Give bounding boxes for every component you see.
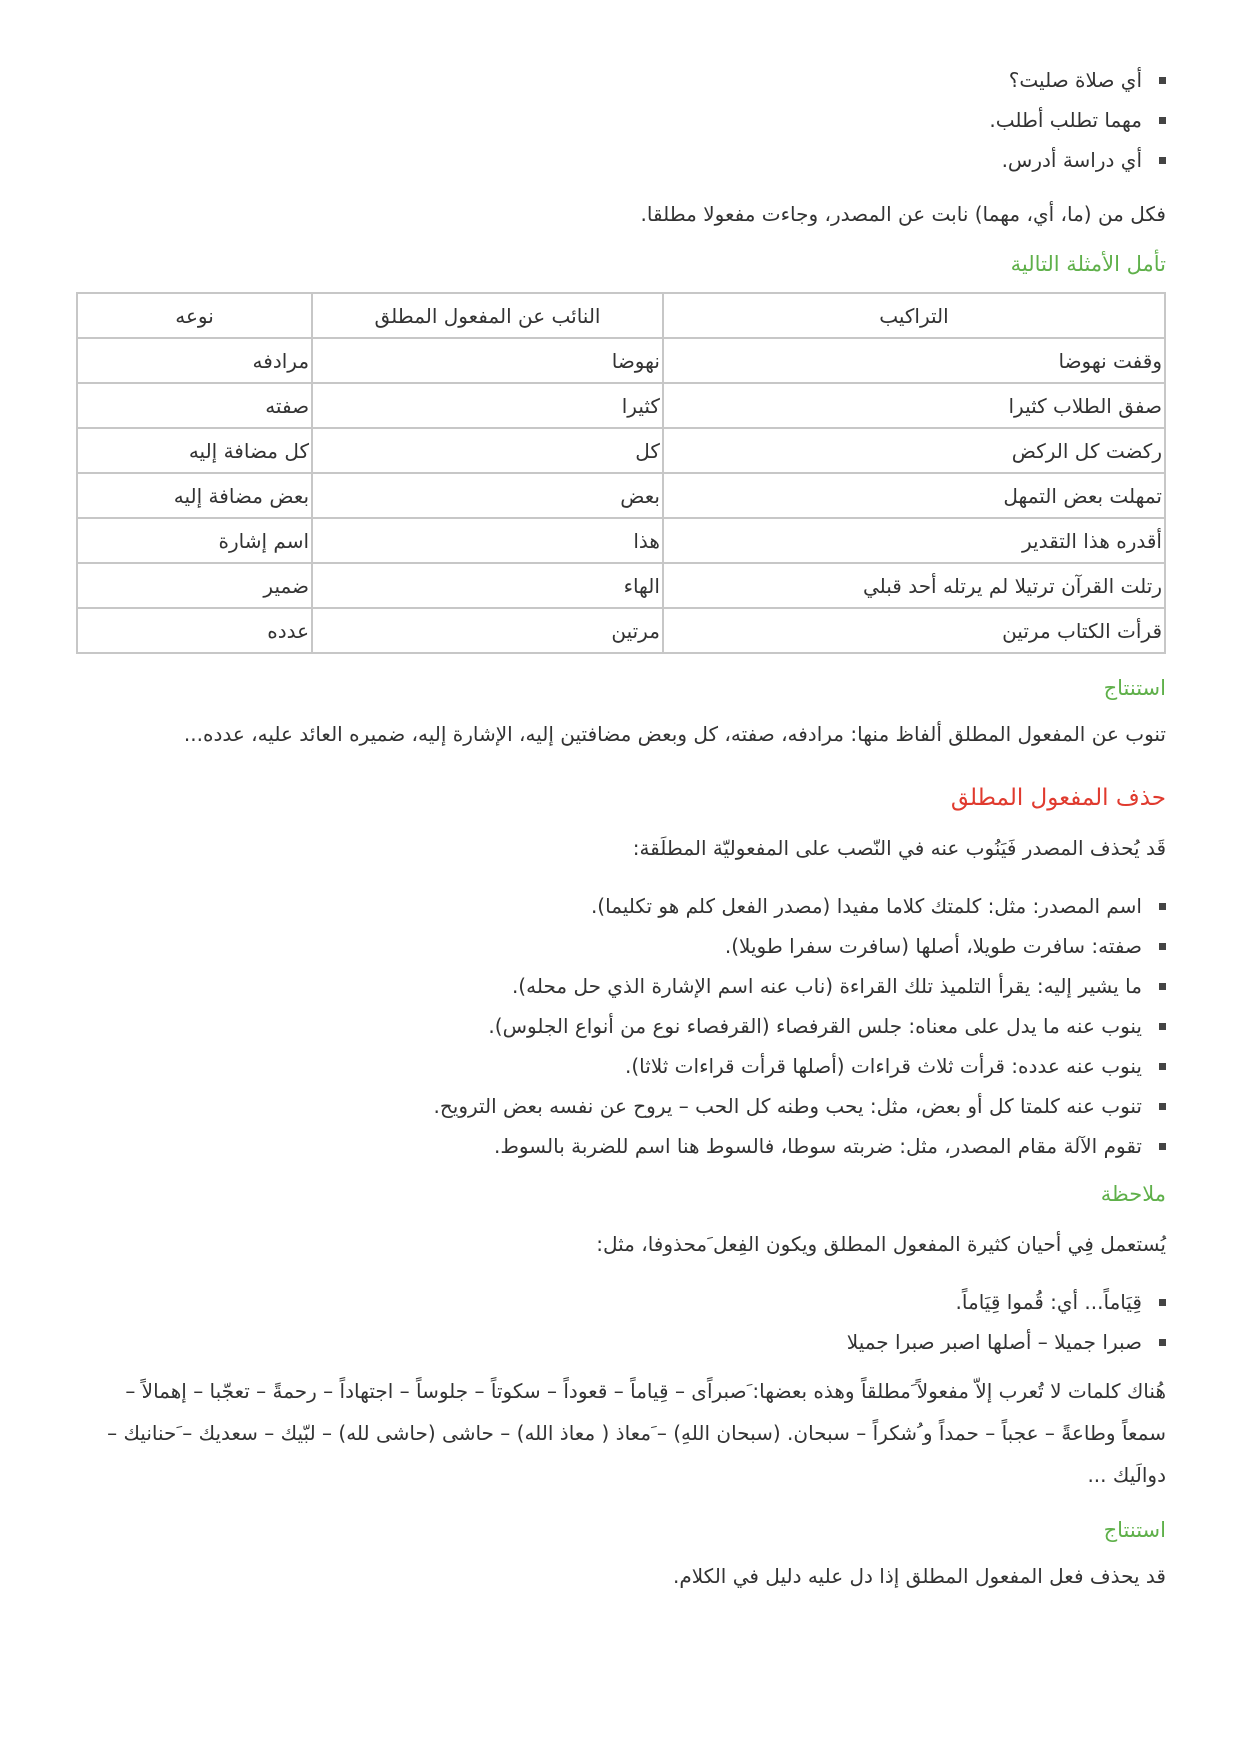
list-item: صبرا جميلا – أصلها اصبر صبرا جميلا	[76, 1322, 1142, 1362]
intro-paragraph: فكل من (ما، أي، مهما) نابت عن المصدر، وجاءت مفعولا مطلقا.	[640, 202, 1166, 226]
table-row	[77, 563, 1165, 608]
table-cell: مرتين	[312, 608, 663, 653]
conclusion-heading: استنتاج	[1103, 676, 1166, 700]
column-header: النائب عن المفعول المطلق	[312, 293, 663, 338]
top-examples-list	[76, 60, 1166, 180]
table-cell: بعض مضافة إليه	[77, 473, 312, 518]
table-cell: وقفت نهوضا	[663, 338, 1165, 383]
list-item: مهما تطلب أطلب.	[76, 100, 1142, 140]
list-item: قِيَاماً... أي: قُموا قِيَاماً.	[76, 1282, 1142, 1322]
table-cell: الهاء	[312, 563, 663, 608]
table-cell: صفق الطلاب كثيرا	[663, 383, 1165, 428]
list-item: صفته: سافرت طويلا، أصلها (سافرت سفرا طويلا).	[76, 926, 1142, 966]
note-intro: يُستعمل فِي أحيان كثيرة المفعول المطلق ويكون الفِعل َمحذوفا، مثل:	[596, 1232, 1166, 1256]
table-header-row	[77, 293, 1165, 338]
column-header: نوعه	[77, 293, 312, 338]
list-item: ينوب عنه عدده: قرأت ثلاث قراءات (أصلها قرأت قراءات ثلاثا).	[76, 1046, 1142, 1086]
list-item: أي صلاة صليت؟	[76, 60, 1142, 100]
note-list	[76, 1282, 1166, 1362]
table-cell: كثيرا	[312, 383, 663, 428]
table-cell: عدده	[77, 608, 312, 653]
list-item: ينوب عنه ما يدل على معناه: جلس القرفصاء (القرفصاء نوع من أنواع الجلوس).	[76, 1006, 1142, 1046]
table-cell: كل مضافة إليه	[77, 428, 312, 473]
deletion-list	[76, 886, 1166, 1166]
table-row	[77, 428, 1165, 473]
table-row	[77, 518, 1165, 563]
table-cell: نهوضا	[312, 338, 663, 383]
table-cell: كل	[312, 428, 663, 473]
table-cell: هذا	[312, 518, 663, 563]
table-cell: ركضت كل الركض	[663, 428, 1165, 473]
table-cell: تمهلت بعض التمهل	[663, 473, 1165, 518]
table-cell: صفته	[77, 383, 312, 428]
list-item: تنوب عنه كلمتا كل أو بعض، مثل: يحب وطنه كل الحب – يروح عن نفسه بعض الترويح.	[76, 1086, 1142, 1126]
section-intro: قَد يُحذف المصدر فَيَنُوب عنه في النّصب على المفعوليّة المطلَقة:	[632, 836, 1166, 860]
list-item: أي دراسة أدرس.	[76, 140, 1142, 180]
conclusion-heading: استنتاج	[1103, 1518, 1166, 1542]
list-item: تقوم الآلة مقام المصدر، مثل: ضربته سوطا، فالسوط هنا اسم للضربة بالسوط.	[76, 1126, 1142, 1166]
note-paragraph: هُناك كلمات لا تُعرب إلاّ مفعولاً َمطلقاً وهذه بعضها: َصبراًى – قِياماً – قعوداً – سكوتاً – جلوساً – اجتهاداً – رحمةً – تعجّبا – إهمالاً – سمعاً وطاعةً – عجباً – حمداً و ُشكراً – سبحان. (سبحان اللهِ) – َمعاذ ( معاذ الله) – حاشى (حاشى لله) – لبّيك – سعديك – َحنانيك – دوالَيك ...	[107, 1379, 1166, 1487]
table-cell: مرادفه	[77, 338, 312, 383]
table-cell: ضمير	[77, 563, 312, 608]
column-header: التراكيب	[663, 293, 1165, 338]
conclusion-text: تنوب عن المفعول المطلق ألفاظ منها: مرادفه، صفته، كل وبعض مضافتين إليه، الإشارة إليه، ضميره العائد عليه، عدده...	[183, 722, 1166, 746]
section-heading: حذف المفعول المطلق	[950, 785, 1166, 811]
list-item: اسم المصدر: مثل: كلمتك كلاما مفيدا (مصدر الفعل كلم هو تكليما).	[76, 886, 1142, 926]
table-cell: قرأت الكتاب مرتين	[663, 608, 1165, 653]
table-row	[77, 383, 1165, 428]
examples-heading: تأمل الأمثلة التالية	[1010, 252, 1166, 276]
conclusion-text: قد يحذف فعل المفعول المطلق إذا دل عليه دليل في الكلام.	[672, 1564, 1166, 1588]
note-heading: ملاحظة	[1100, 1182, 1166, 1206]
table-cell: اسم إشارة	[77, 518, 312, 563]
table-row	[77, 608, 1165, 653]
table-cell: أقدره هذا التقدير	[663, 518, 1165, 563]
table-row	[77, 338, 1165, 383]
table-row	[77, 473, 1165, 518]
table-cell: رتلت القرآن ترتيلا لم يرتله أحد قبلي	[663, 563, 1165, 608]
list-item: ما يشير إليه: يقرأ التلميذ تلك القراءة (ناب عنه اسم الإشارة الذي حل محله).	[76, 966, 1142, 1006]
examples-table	[76, 292, 1166, 654]
table-cell: بعض	[312, 473, 663, 518]
